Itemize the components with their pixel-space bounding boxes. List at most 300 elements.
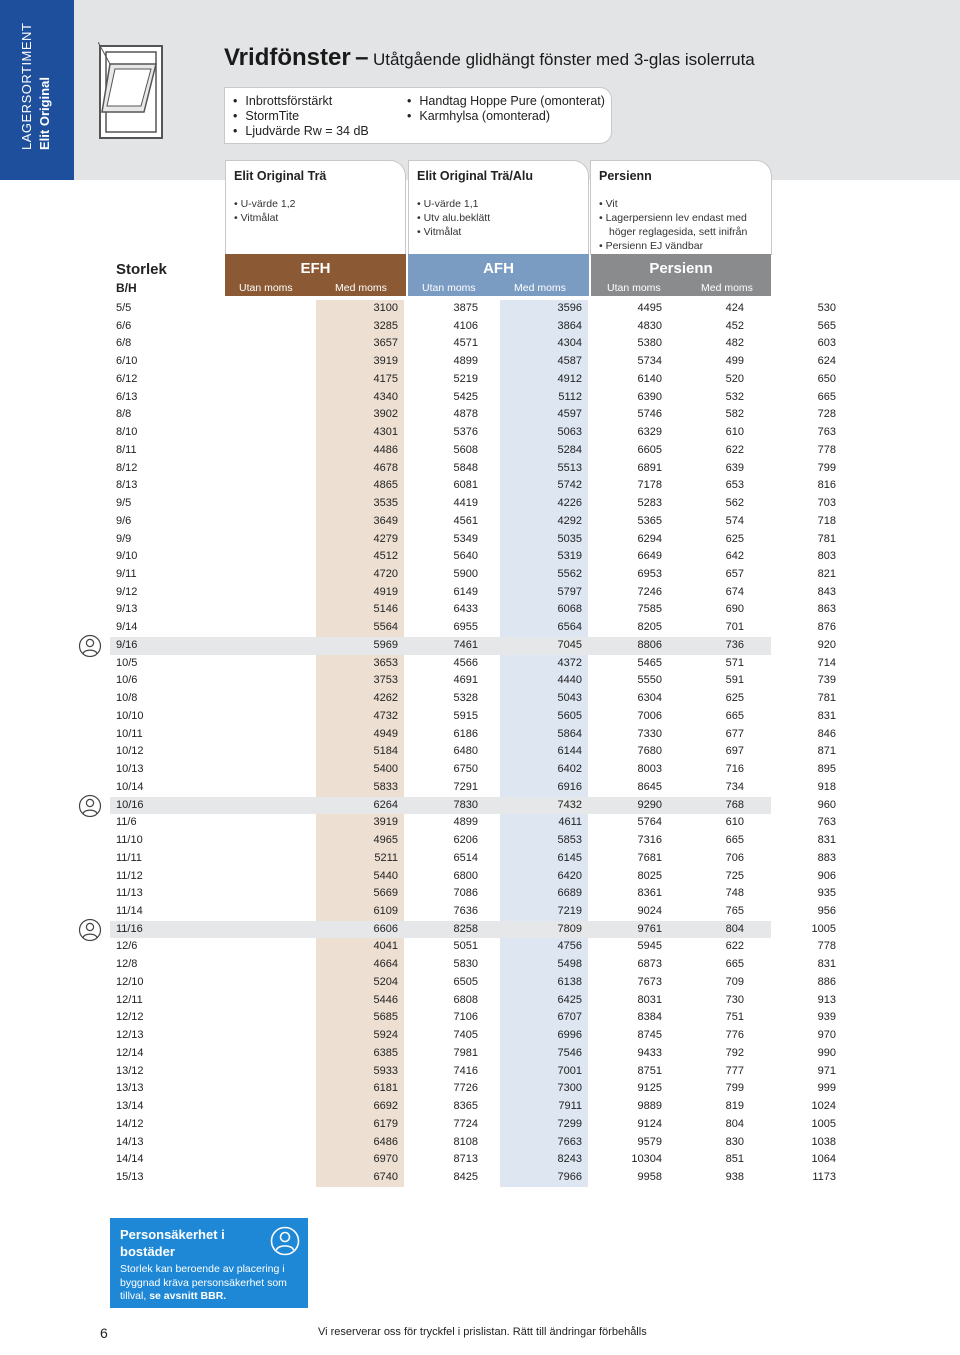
price-cell: 5284 (557, 443, 582, 456)
price-cell: 6140 (637, 372, 662, 385)
size-cell: 11/16 (116, 922, 143, 935)
price-cell: 8258 (453, 922, 478, 935)
size-cell: 9/6 (116, 514, 132, 527)
person-safety-icon (270, 1226, 300, 1256)
table-row (110, 442, 836, 460)
price-cell: 8031 (637, 993, 662, 1006)
info-body-text: Storlek kan beroende av placering i byggnad kräva personsäkerhet som tillval, (120, 1263, 287, 1302)
persienn-med: Med moms (701, 282, 753, 294)
price-cell: 424 (725, 302, 744, 314)
price-cell: 7246 (637, 585, 662, 598)
table-row (110, 1098, 836, 1116)
price-cell: 7001 (557, 1064, 582, 1077)
price-cell: 803 (817, 550, 836, 563)
table-row (110, 974, 836, 992)
price-cell: 9433 (637, 1046, 662, 1059)
price-cell: 9761 (637, 922, 662, 935)
price-cell: 851 (725, 1153, 744, 1166)
bh-label: B/H (116, 281, 137, 295)
price-cell: 863 (817, 603, 836, 616)
side-tab-category: LAGERSORTIMENT (19, 22, 34, 150)
price-cell: 1038 (811, 1135, 836, 1148)
price-cell: 650 (817, 372, 836, 385)
footer-note: Vi reserverar oss för tryckfel i prislistan. Rätt till ändringar förbehålls (318, 1326, 647, 1338)
price-cell: 4899 (453, 816, 478, 829)
price-cell: 7300 (557, 1082, 582, 1095)
price-cell: 4175 (373, 372, 398, 385)
price-cell: 7006 (637, 709, 662, 722)
price-cell: 7086 (453, 887, 478, 900)
side-tab (0, 0, 74, 180)
price-cell: 6955 (453, 621, 478, 634)
price-cell: 816 (817, 479, 836, 492)
price-cell: 665 (817, 390, 836, 403)
price-cell: 6740 (373, 1170, 398, 1183)
price-cell: 7911 (558, 1100, 582, 1113)
price-cell: 768 (725, 798, 744, 811)
table-row (110, 335, 836, 353)
price-cell: 7680 (637, 745, 662, 758)
price-cell: 728 (817, 408, 836, 421)
price-cell: 482 (725, 337, 744, 350)
price-cell: 5833 (373, 780, 398, 793)
price-cell: 6605 (637, 443, 662, 456)
size-cell: 10/12 (116, 745, 144, 758)
price-cell: 939 (817, 1011, 836, 1024)
price-cell: 6385 (373, 1046, 398, 1059)
price-cell: 622 (725, 443, 744, 456)
price-cell: 642 (725, 550, 744, 563)
price-cell: 7981 (453, 1046, 478, 1059)
size-cell: 5/5 (116, 302, 132, 314)
price-cell: 804 (725, 1117, 744, 1130)
price-cell: 5915 (453, 709, 478, 722)
price-cell: 1005 (811, 1117, 836, 1130)
table-row (110, 318, 836, 336)
price-cell: 5204 (373, 975, 398, 988)
price-cell: 6480 (453, 745, 478, 758)
price-cell: 499 (725, 355, 744, 368)
price-cell: 8025 (637, 869, 662, 882)
price-cell: 6514 (453, 851, 478, 864)
price-cell: 821 (817, 568, 836, 581)
price-cell: 5564 (373, 621, 398, 634)
size-cell: 11/12 (116, 869, 143, 882)
price-cell: 6505 (453, 975, 478, 988)
price-cell: 7726 (453, 1082, 478, 1095)
price-cell: 6420 (557, 869, 582, 882)
price-cell: 4949 (373, 727, 398, 740)
price-cell: 6402 (557, 763, 582, 776)
price-cell: 5146 (373, 603, 398, 616)
price-cell: 8751 (637, 1064, 662, 1077)
size-cell: 10/13 (116, 763, 144, 776)
price-cell: 6425 (557, 993, 582, 1006)
price-cell: 5945 (637, 940, 662, 953)
price-cell: 883 (817, 851, 836, 864)
price-cell: 1064 (811, 1153, 836, 1166)
size-cell: 9/9 (116, 532, 132, 545)
price-cell: 5640 (453, 550, 478, 563)
price-cell: 571 (725, 656, 744, 669)
price-cell: 7432 (557, 798, 582, 811)
price-cell: 6264 (373, 798, 398, 811)
price-cell: 9958 (637, 1170, 662, 1183)
price-cell: 574 (725, 514, 744, 527)
price-cell: 5685 (373, 1011, 398, 1024)
price-cell: 5425 (453, 390, 478, 403)
table-row (110, 743, 836, 761)
table-row (110, 868, 836, 886)
table-row (110, 885, 836, 903)
price-cell: 625 (725, 532, 744, 545)
price-cell: 734 (725, 780, 744, 793)
price-cell: 3100 (373, 302, 398, 314)
table-row (110, 1080, 836, 1098)
price-cell: 8425 (453, 1170, 478, 1183)
price-cell: 5498 (557, 958, 582, 971)
price-cell: 3596 (557, 302, 582, 314)
price-cell: 3919 (373, 355, 398, 368)
price-cell: 4919 (373, 585, 398, 598)
price-cell: 1173 (812, 1170, 836, 1183)
side-tab-product: Elit Original (37, 77, 52, 150)
price-cell: 971 (817, 1064, 836, 1077)
price-cell: 6689 (557, 887, 582, 900)
price-cell: 4611 (558, 816, 582, 829)
persienn-title: Persienn (649, 260, 713, 277)
price-cell: 4512 (373, 550, 398, 563)
price-cell: 4691 (453, 674, 478, 687)
table-row (110, 619, 836, 637)
table-row (110, 797, 836, 815)
price-cell: 625 (725, 692, 744, 705)
table-row (110, 1134, 836, 1152)
price-cell: 970 (817, 1029, 836, 1042)
product-name: Elit Original Trä/Alu (417, 169, 533, 183)
price-cell: 709 (725, 975, 744, 988)
price-cell: 5746 (637, 408, 662, 421)
price-cell: 5830 (453, 958, 478, 971)
price-cell: 5797 (557, 585, 582, 598)
price-cell: 6692 (373, 1100, 398, 1113)
afh-band (408, 254, 589, 296)
price-cell: 4566 (453, 656, 478, 669)
price-cell: 701 (725, 621, 744, 634)
price-cell: 876 (817, 621, 836, 634)
table-row (110, 460, 836, 478)
price-cell: 4756 (557, 940, 582, 953)
price-cell: 7219 (557, 904, 582, 917)
price-cell: 5283 (637, 497, 662, 510)
price-cell: 4912 (557, 372, 582, 385)
size-cell: 8/8 (116, 408, 132, 421)
price-cell: 7636 (453, 904, 478, 917)
price-cell: 4279 (373, 532, 398, 545)
price-cell: 8003 (637, 763, 662, 776)
price-cell: 7724 (453, 1117, 478, 1130)
price-cell: 3864 (557, 319, 582, 332)
product-feature: • U-värde 1,1 (417, 197, 490, 211)
price-cell: 792 (725, 1046, 744, 1059)
price-cell: 4106 (453, 319, 478, 332)
price-cell: 5864 (557, 727, 582, 740)
price-cell: 7809 (557, 922, 582, 935)
size-cell: 9/16 (116, 638, 138, 651)
table-row (110, 672, 836, 690)
price-cell: 895 (817, 763, 836, 776)
table-row (110, 548, 836, 566)
price-cell: 5376 (453, 426, 478, 439)
price-cell: 6109 (373, 904, 398, 917)
price-cell: 591 (725, 674, 744, 687)
price-cell: 624 (817, 355, 836, 368)
afh-utan: Utan moms (422, 282, 476, 294)
price-cell: 7830 (453, 798, 478, 811)
price-cell: 7966 (557, 1170, 582, 1183)
price-cell: 9125 (637, 1082, 662, 1095)
product-name: Persienn (599, 169, 652, 183)
price-cell: 4720 (373, 568, 398, 581)
storlek-label: Storlek (116, 261, 167, 278)
size-cell: 11/10 (116, 834, 143, 847)
price-cell: 5734 (637, 355, 662, 368)
size-cell: 9/10 (116, 550, 138, 563)
table-row (110, 584, 836, 602)
price-cell: 6179 (373, 1117, 398, 1130)
page-number: 6 (100, 1325, 108, 1341)
feature-item: • Inbrottsförstärkt (233, 94, 369, 109)
efh-band (225, 254, 406, 296)
price-cell: 7461 (453, 638, 478, 651)
price-cell: 5608 (453, 443, 478, 456)
person-safety-icon (78, 918, 102, 942)
price-cell: 5380 (637, 337, 662, 350)
price-cell: 10304 (631, 1153, 662, 1166)
price-cell: 6390 (637, 390, 662, 403)
product-box-tra (225, 160, 406, 255)
price-cell: 4664 (373, 958, 398, 971)
size-cell: 11/11 (116, 851, 142, 864)
price-cell: 776 (725, 1029, 744, 1042)
price-cell: 4340 (373, 390, 398, 403)
price-cell: 4486 (373, 443, 398, 456)
size-cell: 10/14 (116, 780, 144, 793)
price-cell: 3285 (373, 319, 398, 332)
price-cell: 765 (725, 904, 744, 917)
info-box (110, 1218, 308, 1308)
price-cell: 665 (725, 834, 744, 847)
size-cell: 12/6 (116, 940, 138, 953)
price-cell: 718 (817, 514, 836, 527)
price-cell: 748 (725, 887, 744, 900)
table-row (110, 371, 836, 389)
table-row (110, 495, 836, 513)
price-cell: 990 (817, 1046, 836, 1059)
price-cell: 4372 (557, 656, 582, 669)
price-cell: 674 (725, 585, 744, 598)
size-cell: 9/14 (116, 621, 138, 634)
price-cell: 530 (817, 302, 836, 314)
table-row (110, 690, 836, 708)
product-box-tra-alu (408, 160, 589, 255)
price-cell: 610 (725, 426, 744, 439)
price-cell: 4678 (373, 461, 398, 474)
info-link[interactable]: se avsnitt BBR. (149, 1290, 227, 1302)
price-cell: 778 (817, 940, 836, 953)
price-cell: 777 (725, 1064, 744, 1077)
price-cell: 7178 (637, 479, 662, 492)
price-cell: 6808 (453, 993, 478, 1006)
price-cell: 6144 (557, 745, 582, 758)
price-cell: 4899 (453, 355, 478, 368)
price-cell: 4965 (373, 834, 398, 847)
size-cell: 6/10 (116, 355, 138, 368)
price-cell: 5513 (557, 461, 582, 474)
size-cell: 14/14 (116, 1153, 144, 1166)
price-cell: 5184 (373, 745, 398, 758)
price-cell: 3649 (373, 514, 398, 527)
product-features (417, 197, 490, 239)
price-cell: 657 (725, 568, 744, 581)
price-cell: 5446 (373, 993, 398, 1006)
price-cell: 831 (817, 834, 836, 847)
price-cell: 6970 (373, 1153, 398, 1166)
price-cell: 706 (725, 851, 744, 864)
size-cell: 15/13 (116, 1170, 144, 1183)
price-cell: 6068 (557, 603, 582, 616)
price-cell: 6800 (453, 869, 478, 882)
price-cell: 4878 (453, 408, 478, 421)
price-cell: 5051 (453, 940, 478, 953)
product-features (599, 197, 759, 253)
price-cell: 6750 (453, 763, 478, 776)
efh-med: Med moms (335, 282, 387, 294)
price-cell: 665 (725, 709, 744, 722)
title-dash: – (355, 44, 369, 71)
efh-title: EFH (300, 260, 331, 277)
price-cell: 4495 (637, 302, 662, 314)
price-cell: 7405 (453, 1029, 478, 1042)
price-cell: 8713 (453, 1153, 478, 1166)
size-cell: 12/13 (116, 1029, 144, 1042)
price-cell: 3919 (373, 816, 398, 829)
price-cell: 7546 (557, 1046, 582, 1059)
price-cell: 5219 (453, 372, 478, 385)
features-right (407, 94, 605, 124)
table-row (110, 655, 836, 673)
price-cell: 3657 (373, 337, 398, 350)
price-cell: 452 (725, 319, 744, 332)
table-row (110, 513, 836, 531)
title-subtitle: Utåtgående glidhängt fönster med 3-glas isolerruta (372, 50, 755, 69)
price-cell: 6996 (557, 1029, 582, 1042)
feature-item: • Ljudvärde Rw = 34 dB (233, 124, 369, 139)
size-cell: 10/8 (116, 692, 138, 705)
table-row (110, 637, 836, 655)
price-cell: 8645 (637, 780, 662, 793)
product-feature: • U-värde 1,2 (234, 197, 295, 211)
price-cell: 6916 (557, 780, 582, 793)
price-cell: 5365 (637, 514, 662, 527)
price-cell: 3535 (373, 497, 398, 510)
price-cell: 6433 (453, 603, 478, 616)
price-cell: 6873 (637, 958, 662, 971)
table-row (110, 406, 836, 424)
price-cell: 610 (725, 816, 744, 829)
price-cell: 6891 (637, 461, 662, 474)
price-cell: 3753 (373, 674, 398, 687)
price-cell: 6186 (453, 727, 478, 740)
price-cell: 5550 (637, 674, 662, 687)
price-cell: 703 (817, 497, 836, 510)
table-row (110, 1151, 836, 1169)
price-cell: 4304 (557, 337, 582, 350)
price-cell: 9290 (637, 798, 662, 811)
table-row (110, 1169, 836, 1187)
product-feature: • Persienn EJ vändbar (599, 239, 759, 253)
feature-item: • Handtag Hoppe Pure (omonterat) (407, 94, 605, 109)
price-cell: 8205 (637, 621, 662, 634)
table-row (110, 921, 836, 939)
price-cell: 697 (725, 745, 744, 758)
price-table (110, 300, 836, 1187)
price-cell: 7045 (557, 638, 582, 651)
size-cell: 13/12 (116, 1064, 144, 1077)
feature-item: • Karmhylsa (omonterad) (407, 109, 605, 124)
price-cell: 6707 (557, 1011, 582, 1024)
price-cell: 6145 (557, 851, 582, 864)
price-cell: 714 (817, 656, 836, 669)
size-cell: 9/5 (116, 497, 132, 510)
price-cell: 763 (817, 426, 836, 439)
price-cell: 677 (725, 727, 744, 740)
price-cell: 819 (725, 1100, 744, 1113)
table-row (110, 992, 836, 1010)
price-cell: 5112 (558, 390, 582, 403)
price-cell: 5465 (637, 656, 662, 669)
table-row (110, 779, 836, 797)
page-title (224, 44, 755, 72)
price-cell: 960 (817, 798, 836, 811)
title-main: Vridfönster (224, 44, 351, 71)
size-cell: 10/5 (116, 656, 138, 669)
price-cell: 4732 (373, 709, 398, 722)
price-cell: 5933 (373, 1064, 398, 1077)
price-cell: 5328 (453, 692, 478, 705)
size-cell: 12/14 (116, 1046, 144, 1059)
size-cell: 11/13 (116, 887, 143, 900)
price-cell: 8806 (637, 638, 662, 651)
price-cell: 532 (725, 390, 744, 403)
price-cell: 653 (725, 479, 744, 492)
size-cell: 14/13 (116, 1135, 144, 1148)
table-row (110, 353, 836, 371)
size-cell: 12/12 (116, 1011, 144, 1024)
product-features (234, 197, 295, 225)
size-cell: 12/10 (116, 975, 144, 988)
price-cell: 5853 (557, 834, 582, 847)
price-cell: 4597 (557, 408, 582, 421)
price-cell: 4440 (557, 674, 582, 687)
price-cell: 5043 (557, 692, 582, 705)
price-cell: 5900 (453, 568, 478, 581)
product-box-persienn (590, 160, 772, 255)
size-cell: 6/6 (116, 319, 132, 332)
table-row (110, 389, 836, 407)
product-feature: • Lagerpersienn lev endast med höger reglagesida, sett inifrån (599, 211, 759, 239)
price-cell: 5440 (373, 869, 398, 882)
